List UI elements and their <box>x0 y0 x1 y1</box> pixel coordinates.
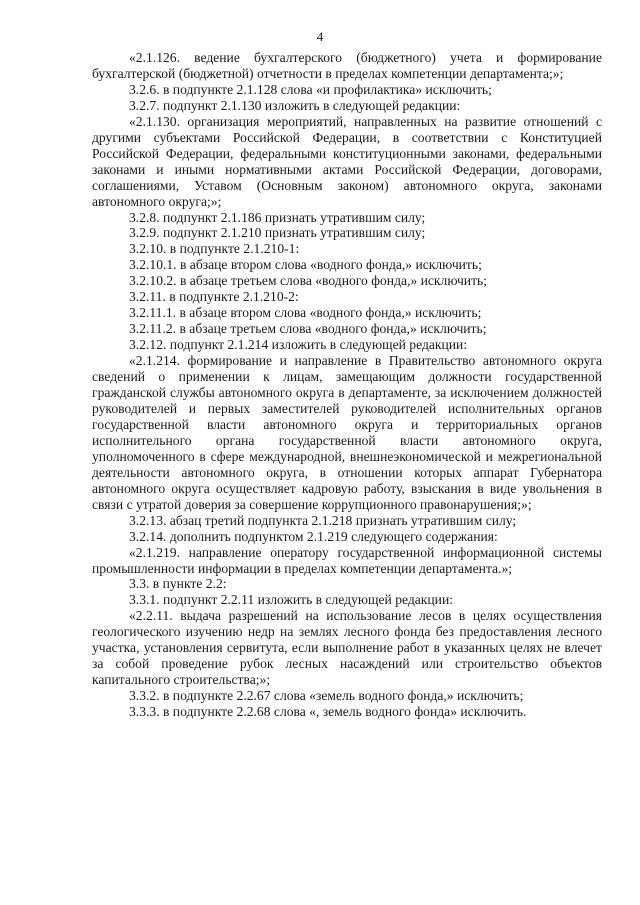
paragraph-3-3-3: 3.3.3. в подпункте 2.2.68 слова «, земель водного фонда» исключить. <box>129 704 527 720</box>
paragraph-2-1-126: «2.1.126. ведение бухгалтерского (бюджетного) учета и формирование бухгалтерской (бюджетной) отчетности в пределах компетенции департамента;»; <box>92 50 602 81</box>
paragraph-2-1-219: «2.1.219. направление оператору государственной информационной системы промышленности информации в пределах компетенции департамента.»; <box>92 544 602 576</box>
paragraph-3-2-10-2: 3.2.10.2. в абзаце третьем слова «водного фонда,» исключить; <box>129 273 487 289</box>
paragraph-3-2-10: 3.2.10. в подпункте 2.1.210-1: <box>129 241 300 257</box>
paragraph-3-2-11-2: 3.2.11.2. в абзаце третьем слова «водного фонда,» исключить; <box>129 321 487 337</box>
paragraph-3-2-11: 3.2.11. в подпункте 2.1.210-2: <box>129 289 299 305</box>
document-body <box>92 50 602 720</box>
paragraph-3-2-9: 3.2.9. подпункт 2.1.210 признать утратившим силу; <box>129 225 426 241</box>
paragraph-2-1-214: «2.1.214. формирование и направление в Правительство автономного округа сведений о применении к лицам, замещающим должности государственной гражданской службы автономного округа в департаменте, за исключением должностей руководителей и первых заместителей руководителей исполнительных органов государственной власти автономного округа и территориальных органов исполнительного органа государственной власти автономного округа, уполномоченного в сфере международной, внешнеэкономической и межрегиональной деятельности автономного округа, в отношении которых аппарат Губернатора автономного округа осуществляет кадровую работу, взыскания в виде увольнения в связи с утратой доверия за совершение коррупционного правонарушения;»; <box>92 353 602 512</box>
paragraph-3-3-1: 3.3.1. подпункт 2.2.11 изложить в следующей редакции: <box>129 592 453 608</box>
paragraph-2-1-130: «2.1.130. организация мероприятий, направленных на развитие отношений с другими субъектами Российской Федерации, в соответствии с Конституцией Российской Федерации, федеральными конституционными законами, федеральными законами и иными нормативными актами Российской Федерации, договорами, соглашениями, Уставом (Основным законом) автономного округа, законами автономного округа;»; <box>92 113 602 209</box>
paragraph-3-2-7: 3.2.7. подпункт 2.1.130 изложить в следующей редакции: <box>129 97 461 113</box>
paragraph-3-2-12: 3.2.12. подпункт 2.1.214 изложить в следующей редакции: <box>129 337 468 353</box>
paragraph-3-2-13: 3.2.13. абзац третий подпункта 2.1.218 признать утратившим силу; <box>129 512 517 528</box>
paragraph-3-2-14: 3.2.14. дополнить подпунктом 2.1.219 следующего содержания: <box>129 528 498 544</box>
paragraph-3-2-6: 3.2.6. в подпункте 2.1.128 слова «и профилактика» исключить; <box>129 81 492 97</box>
page-number: 4 <box>316 29 324 44</box>
paragraph-2-2-11: «2.2.11. выдача разрешений на использование лесов в целях осуществления геологического изучению недр на землях лесного фонда без предоставления лесного участка, установления сервитута, если выполнение работ в указанных целях не влечет за собой проведение рубок лесных насаждений или строительство объектов капитального строительства;»; <box>92 608 602 688</box>
paragraph-3-3-2: 3.3.2. в подпункте 2.2.67 слова «земель водного фонда,» исключить; <box>129 688 524 704</box>
paragraph-3-2-8: 3.2.8. подпункт 2.1.186 признать утратившим силу; <box>129 209 426 225</box>
paragraph-3-2-10-1: 3.2.10.1. в абзаце втором слова «водного фонда,» исключить; <box>129 257 482 273</box>
paragraph-3-3: 3.3. в пункте 2.2: <box>129 576 227 592</box>
paragraph-3-2-11-1: 3.2.11.1. в абзаце втором слова «водного фонда,» исключить; <box>129 305 482 321</box>
